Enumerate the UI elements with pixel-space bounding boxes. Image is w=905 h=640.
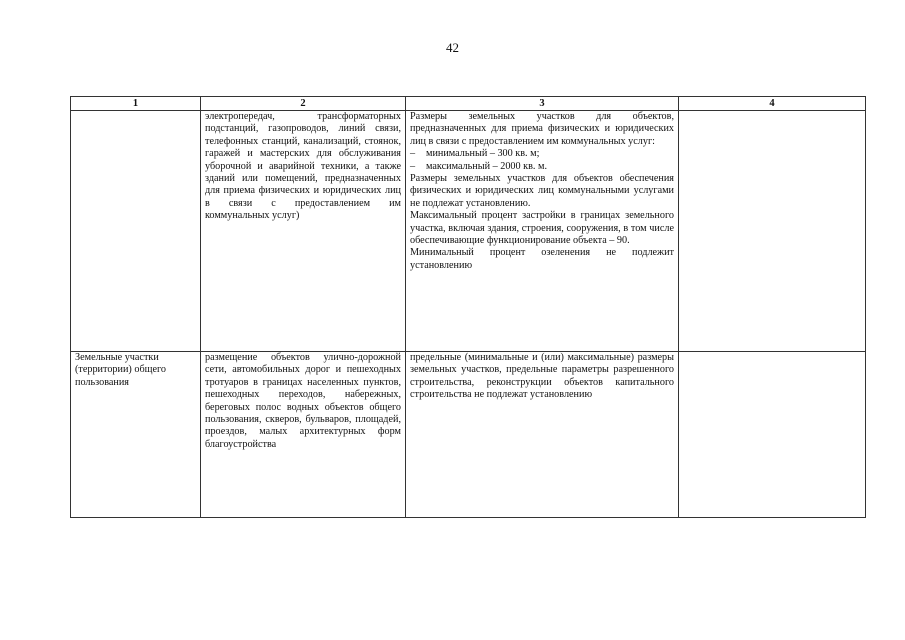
table-cell — [679, 352, 866, 518]
table-cell — [71, 111, 201, 352]
cell-paragraph: Размеры земельных участков для объектов, предназначенных для приема физических и юридических лиц в связи с предоставлением им коммунальных услуг: — [410, 111, 674, 147]
dash-marker: – — [410, 160, 416, 172]
table-cell: Земельные участки (территории) общего пользования — [71, 352, 201, 518]
table-row — [71, 111, 866, 352]
column-header: 3 — [406, 97, 679, 111]
table-cell — [679, 111, 866, 352]
cell-paragraph: Минимальный процент озеленения не подлежит установлению — [410, 247, 674, 271]
list-item-text: максимальный – 2000 кв. м. — [426, 160, 547, 172]
column-header: 4 — [679, 97, 866, 111]
cell-paragraph: Размеры земельных участков для объектов обеспечения физических и юридических лиц коммунальными услугами не подлежат установлению. — [410, 173, 674, 209]
table-cell: предельные (минимальные и (или) максимальные) размеры земельных участков, предельные параметры разрешенного строительства, реконструкции объектов капитального строительства не подлежат установлению — [406, 352, 679, 518]
permitted-use-table — [70, 96, 866, 518]
column-header: 2 — [201, 97, 406, 111]
cell-paragraph: Максимальный процент застройки в границах земельного участка, включая здания, строения, сооружения, в том числе обеспечивающие функционирование объекта – 90. — [410, 210, 674, 247]
column-header: 1 — [71, 97, 201, 111]
list-item — [410, 161, 674, 173]
table-cell: размещение объектов улично-дорожной сети, автомобильных дорог и пешеходных тротуаров в границах населенных пунктов, пешеходных переходов, набережных, береговых полос водных объектов общего пользования, скверов, бульваров, площадей, проездов, малых архитектурных форм благоустройства — [201, 352, 406, 518]
table-cell: электропередач, трансформаторных подстанций, газопроводов, линий связи, телефонных станций, канализаций, стоянок, гаражей и мастерских для обслуживания уборочной и аварийной техники, а также зданий или помещений, предназначенных для приема физических и юридических лиц в связи с предоставлением им коммунальных услуг) — [201, 111, 406, 352]
table-cell — [406, 111, 679, 352]
table-header-row — [71, 97, 866, 111]
table-row — [71, 352, 866, 518]
list-item — [410, 148, 674, 160]
dash-marker: – — [410, 148, 416, 160]
page-number: 42 — [446, 40, 459, 55]
list-item-text: минимальный – 300 кв. м; — [426, 148, 540, 160]
